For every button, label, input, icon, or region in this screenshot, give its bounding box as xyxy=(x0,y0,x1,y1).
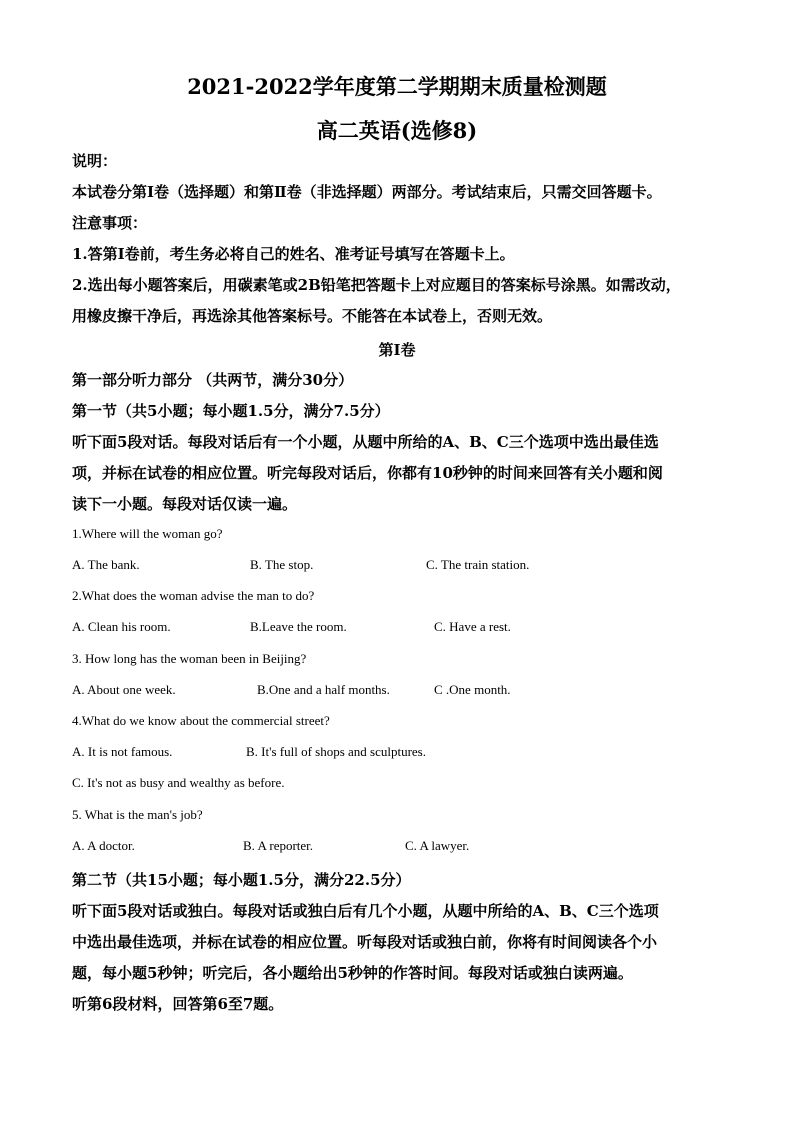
volume-1-heading: 第Ⅰ卷 xyxy=(378,341,416,359)
question-5: 5. What is the man's job? xyxy=(72,807,203,822)
question-2-option-b: B.Leave the room. xyxy=(250,619,347,634)
question-1-option-b: B. The stop. xyxy=(250,557,314,572)
rule-2-line-2: 用橡皮擦干净后，再选涂其他答案标号。不能答在本试卷上，否则无效。 xyxy=(72,307,553,325)
question-4-option-a: A. It is not famous. xyxy=(72,744,173,759)
question-1: 1.Where will the woman go? xyxy=(72,526,223,541)
note-label: 说明： xyxy=(72,152,118,170)
section-2-instruction: 中选出最佳选项，并标在试卷的相应位置。听每段对话或独白前，你将有时间阅读各个小 xyxy=(72,933,658,951)
section-2-instruction: 听下面5段对话或独白。每段对话或独白后有几个小题，从题中所给的A、B、C三个选项 xyxy=(72,902,659,920)
question-2: 2.What does the woman advise the man to do? xyxy=(72,588,315,603)
attention-label: 注意事项： xyxy=(72,214,148,232)
question-3-option-a: A. About one week. xyxy=(72,682,176,697)
question-5-option-a: A. A doctor. xyxy=(72,838,135,853)
note-text: 本试卷分第Ⅰ卷（选择题）和第Ⅱ卷（非选择题）两部分。考试结束后，只需交回答题卡。 xyxy=(72,183,662,201)
question-1-option-a: A. The bank. xyxy=(72,557,140,572)
material-6-heading: 听第6段材料，回答第6至7题。 xyxy=(72,995,284,1013)
section-1-instruction: 听下面5段对话。每段对话后有一个小题，从题中所给的A、B、C三个选项中选出最佳选 xyxy=(72,433,659,451)
exam-subtitle: 高二英语(选修8) xyxy=(316,118,478,143)
rule-2-line-1: 2.选出每小题答案后，用碳素笔或2B铅笔把答题卡上对应题目的答案标号涂黑。如需改动， xyxy=(72,276,681,294)
question-2-option-a: A. Clean his room. xyxy=(72,619,171,634)
section-2-heading: 第二节（共15小题；每小题1.5分，满分22.5分） xyxy=(72,871,411,889)
question-2-option-c: C. Have a rest. xyxy=(434,619,511,634)
question-5-option-b: B. A reporter. xyxy=(243,838,314,853)
question-1-option-c: C. The train station. xyxy=(426,557,530,572)
question-3: 3. How long has the woman been in Beijing? xyxy=(72,651,307,666)
part-1-heading: 第一部分听力部分 （共两节，满分30分） xyxy=(72,371,354,389)
question-4: 4.What do we know about the commercial street? xyxy=(72,713,330,728)
rule-1: 1.答第Ⅰ卷前，考生务必将自己的姓名、准考证号填写在答题卡上。 xyxy=(72,245,515,263)
section-1-instruction: 读下一小题。每段对话仅读一遍。 xyxy=(72,495,298,513)
section-1-instruction: 项，并标在试卷的相应位置。听完每段对话后，你都有10秒钟的时间来回答有关小题和阅 xyxy=(72,464,663,482)
question-4-option-b: B. It's full of shops and sculptures. xyxy=(246,744,426,759)
question-4-option-c: C. It's not as busy and wealthy as before. xyxy=(72,775,285,790)
question-5-option-c: C. A lawyer. xyxy=(405,838,470,853)
section-1-heading: 第一节（共5小题；每小题1.5分，满分7.5分） xyxy=(72,402,390,420)
section-2-instruction: 题，每小题5秒钟；听完后，各小题给出5秒钟的作答时间。每段对话或独白读两遍。 xyxy=(72,964,633,982)
question-3-option-c: C .One month. xyxy=(434,682,511,697)
exam-title: 2021-2022学年度第二学期期末质量检测题 xyxy=(187,74,607,99)
question-3-option-b: B.One and a half months. xyxy=(257,682,390,697)
